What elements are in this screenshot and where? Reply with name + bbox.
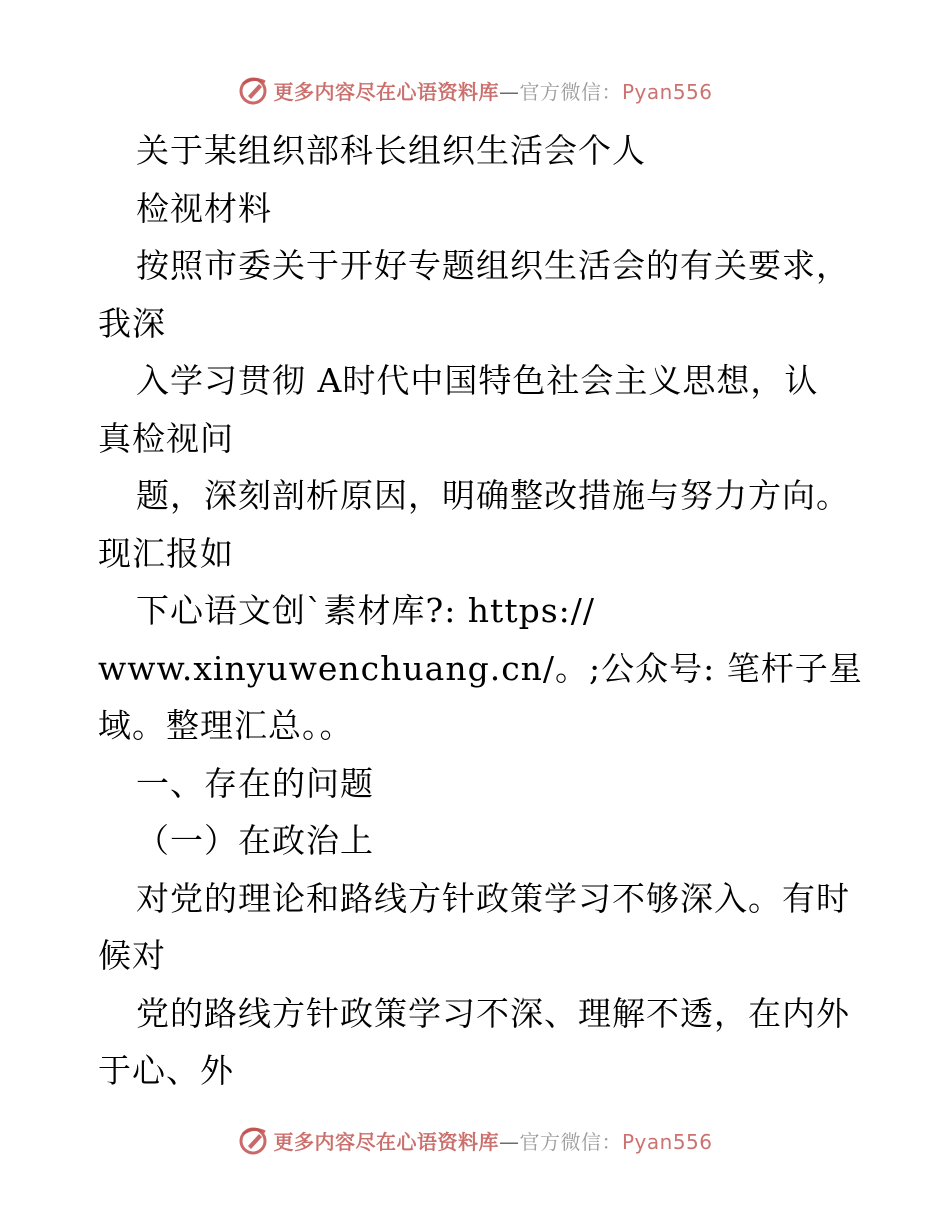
header-banner-text — [273, 76, 712, 105]
doc-paragraph-line: 题，深刻剖析原因，明确整改措施与努力方向。 — [136, 476, 850, 515]
brand-logo-icon — [237, 74, 269, 106]
footer-banner-main: 更多内容尽在心语资料库 — [273, 1129, 499, 1154]
brand-logo-icon — [237, 1124, 269, 1156]
section-heading: 一、存在的问题 — [136, 763, 374, 803]
doc-paragraph-line: 候对 — [98, 936, 166, 975]
doc-title-line-1: 关于某组织部科长组织生活会个人 — [136, 131, 646, 170]
footer-banner-label: 官方微信： — [519, 1129, 622, 1154]
footer-banner-text — [273, 1126, 712, 1155]
header-watermark-banner — [0, 70, 950, 110]
header-banner-label: 官方微信： — [519, 79, 622, 104]
subsection-heading: （一）在政治上 — [136, 821, 374, 860]
document-body — [98, 122, 898, 1100]
footer-banner-id: Pyan556 — [621, 1129, 713, 1154]
header-banner-main: 更多内容尽在心语资料库 — [273, 79, 499, 104]
header-banner-id: Pyan556 — [621, 79, 713, 104]
doc-paragraph-line: 真检视问 — [98, 418, 234, 458]
doc-paragraph-line: 域。整理汇总。。 — [98, 706, 354, 745]
doc-paragraph-line: 对党的理论和路线方针政策学习不够深入。有时 — [136, 878, 850, 918]
doc-paragraph-line: www.xinyuwenchuang.cn/。;公众号: 笔杆子星 — [98, 648, 863, 688]
doc-paragraph-line: 于心、外 — [98, 1051, 234, 1090]
footer-banner-separator: — — [498, 1129, 520, 1154]
doc-paragraph-line: 现汇报如 — [98, 533, 234, 573]
header-banner-separator: — — [498, 79, 520, 104]
doc-paragraph-line: 入学习贯彻 A时代中国特色社会主义思想，认 — [136, 361, 819, 400]
doc-paragraph-line: 下心语文创`素材库?: https:// — [136, 591, 595, 630]
footer-watermark-banner — [0, 1120, 950, 1160]
doc-paragraph-line: 按照市委关于开好专题组织生活会的有关要求， — [136, 246, 850, 285]
doc-paragraph-line: 党的路线方针政策学习不深、理解不透，在内外 — [136, 993, 850, 1033]
doc-paragraph-line: 我深 — [98, 303, 166, 343]
doc-title-line-2: 检视材料 — [136, 188, 272, 228]
